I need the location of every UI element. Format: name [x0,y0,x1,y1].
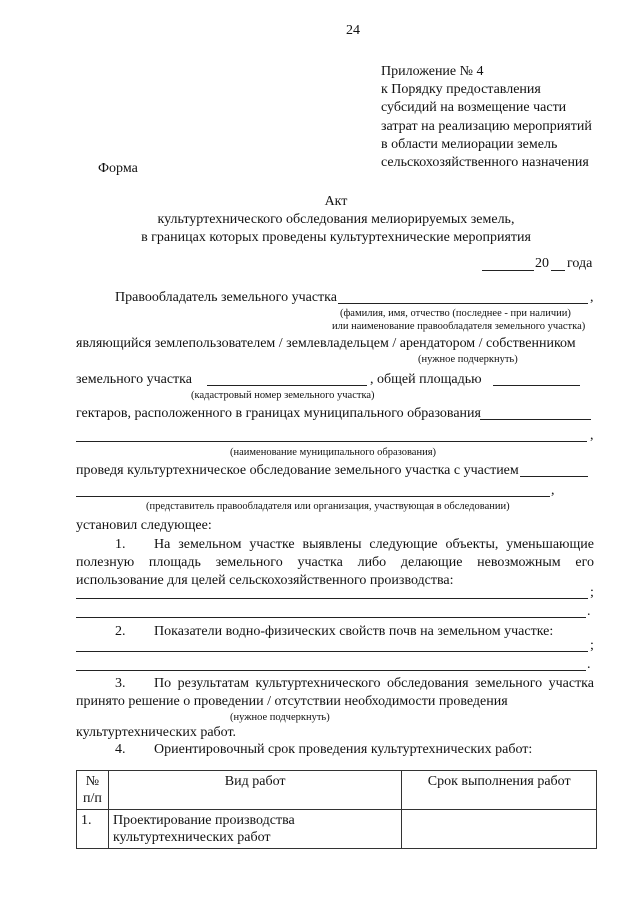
table-row [77,810,597,849]
appendix-line: субсидий на возмещение части [381,100,567,116]
item1-line: использование для целей сельскохозяйственного производства: [76,573,454,588]
item1-blank-line[interactable] [76,598,588,599]
cadastral-blank-line[interactable] [207,385,367,386]
municipality-hint: (наименование муниципального образования) [230,447,437,458]
municipality-blank-line[interactable] [480,419,591,420]
inspection-text: проведя культуртехническое обследование земельного участка с участием [76,463,519,478]
owner-hint: или наименование правообладателя земельного участка) [332,321,586,332]
date-year-prefix: 20 [535,256,549,271]
item3-number: 3. [115,676,126,691]
participant-blank-line-2[interactable] [76,496,550,497]
period: . [587,604,591,619]
item4-text: Ориентировочный срок проведения культуртехнических работ: [154,742,533,757]
item4-number: 4. [115,742,126,757]
hectares-text: гектаров, расположенного в границах муниципального образования [76,406,481,421]
comma: , [590,428,594,443]
plot-hint: (кадастровый номер земельного участка) [191,390,375,401]
appendix-line: сельскохозяйственного назначения [381,155,589,171]
item1-number: 1. [115,537,126,552]
participant-blank-line[interactable] [520,476,588,477]
item3-line: По результатам культуртехнического обследования земельного участка [154,676,594,691]
year-blank-line[interactable] [551,270,565,271]
item1-line: На земельном участке выявлены следующие объекты, уменьшающие [154,537,594,552]
owner-label: Правообладатель земельного участка [115,290,337,305]
item2-number: 2. [115,624,126,639]
title-line: Акт [324,194,348,209]
header-work: Вид работ [108,771,401,810]
header-num-line: № [85,774,100,789]
row-deadline[interactable] [402,810,597,849]
appendix-line: к Порядку предоставления [381,82,541,98]
appendix-block [381,63,592,172]
item2-blank-line[interactable] [76,651,588,652]
comma: , [551,483,555,498]
item1-line: полезную площадь земельного участка либо делающие невозможным его [76,555,594,570]
owner-hint: (фамилия, имя, отчество (последнее - при наличии) [340,308,571,319]
date-suffix: года [567,256,593,271]
appendix-line: в области мелиорации земель [381,136,558,152]
municipality-blank-line-2[interactable] [76,441,587,442]
owner-blank-line[interactable] [338,303,588,304]
role-hint: (нужное подчеркнуть) [418,354,518,365]
comma: , [590,290,594,305]
form-label: Форма [98,161,138,176]
item2-text: Показатели водно-физических свойств почв на земельном участке: [154,624,554,639]
appendix-line: Приложение № 4 [381,64,484,79]
plot-label: земельного участка [76,372,192,387]
period: . [587,657,591,672]
appendix-line: затрат на реализацию мероприятий [381,118,592,134]
header-num-line: п/п [83,791,102,806]
item2-blank-line-2[interactable] [76,670,586,671]
page-number: 24 [346,23,360,38]
title-line: культуртехнического обследования мелиорируемых земель, [157,212,515,227]
semicolon: ; [590,638,594,653]
row-work [108,810,401,849]
semicolon: ; [590,585,594,600]
item3-line: принято решение о проведении / отсутствии необходимости проведения [76,694,508,709]
table-header-row [77,771,597,810]
item1-blank-line-2[interactable] [76,617,586,618]
item3-hint: (нужное подчеркнуть) [230,712,330,723]
area-label: , общей площадью [370,372,482,387]
item3-line: культуртехнических работ. [76,725,237,740]
row-work-line: Проектирование производства [112,813,295,828]
area-blank-line[interactable] [493,385,580,386]
role-text: являющийся землепользователем / землевладельцем / арендатором / собственником [76,336,576,351]
participant-hint: (представитель правообладателя или организация, участвующая в обследовании) [146,501,510,512]
works-table [76,770,597,849]
header-num [77,771,109,810]
established-text: установил следующее: [76,518,212,533]
document-title [76,193,596,247]
title-line: в границах которых проведены культуртехнические мероприятия [141,230,531,245]
row-num: 1. [77,810,109,849]
row-work-line: культуртехнических работ [112,830,271,845]
date-blank-line[interactable] [482,270,534,271]
header-deadline: Срок выполнения работ [402,771,597,810]
